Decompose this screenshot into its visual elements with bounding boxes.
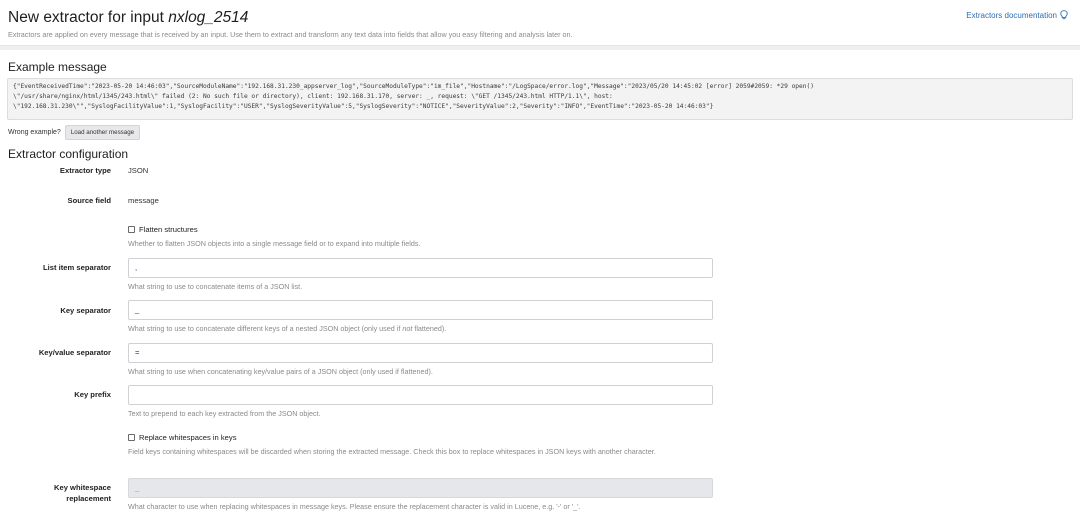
example-line: \"192.168.31.230\"","SyslogFacilityValue":1,"SyslogFacility":"USER","SyslogSeverityValue":5,"SyslogSeverity":"NOTICE","SeverityValue":2,"Severity":"INFO","EventTime":"2023-05-20 14:46:03"} [13,102,714,110]
key-value-separator-label: Key/value separator [38,348,111,357]
key-separator-help-text-end: flattened). [412,324,447,333]
example-line: {"EventReceivedTime":"2023-05-20 14:46:03","SourceModuleName":"192.168.31.230_appserver_log","SourceModuleType":"im_file","Hostname":"/LogSpace/error.log","Message":"2023/05/20 14:45:02 [error] 2059#2059: *29 open() [13,83,814,90]
list-item-separator-help: What string to use to concatenate items of a JSON list. [128,282,303,291]
key-separator-help-emphasis: not [402,324,413,333]
page-title [8,8,1072,27]
replace-whitespaces-row[interactable] [128,433,237,442]
extractor-type-label: Extractor type [59,166,111,175]
key-whitespace-replacement-help: What character to use when replacing whitespaces in message keys. Please ensure the replacement character is valid in Lucene, e.g. '-' or '_'. [128,502,581,511]
input-name: nxlog_2514 [168,9,249,26]
key-whitespace-replacement-input: _ [128,478,713,498]
example-message-box[interactable] [7,78,1073,120]
key-whitespace-replacement-label-line: Key whitespace [54,483,111,492]
key-separator-input[interactable]: _ [128,300,713,320]
key-value-separator-input[interactable]: = [128,343,713,363]
key-separator-help [128,324,728,334]
key-separator-label: Key separator [60,306,111,315]
wrong-example-label: Wrong example? [8,129,61,136]
extractor-type-value: JSON [128,166,149,175]
lightbulb-icon [1060,10,1068,20]
key-prefix-help: Text to prepend to each key extracted from the JSON object. [128,409,321,418]
flatten-structures-checkbox[interactable] [128,226,135,233]
load-another-message-button[interactable]: Load another message [65,125,140,140]
source-field-label: Source field [67,196,111,205]
page-subtitle: Extractors are applied on every message that is received by an input. Use them to extract and transform any text data into fields that allow you easy filtering and analysis later on. [8,30,573,39]
example-message-title: Example message [8,60,107,74]
flatten-structures-label: Flatten structures [139,225,198,234]
key-whitespace-replacement-label [0,482,111,504]
list-item-separator-input[interactable]: , [128,258,713,278]
key-whitespace-replacement-label-line: replacement [66,494,111,503]
wrong-example-row [8,125,140,140]
header-divider [0,46,1080,50]
key-prefix-label: Key prefix [74,390,111,399]
page-title-prefix: New extractor for input [8,9,164,26]
key-value-separator-help: What string to use when concatenating key/value pairs of a JSON object (only used if flattened). [128,367,433,376]
replace-whitespaces-checkbox[interactable] [128,434,135,441]
extractors-documentation-link[interactable] [966,10,1068,20]
key-separator-help-text: What string to use to concatenate different keys of a nested JSON object (only used if [128,324,403,333]
page-header [0,0,1080,46]
replace-whitespaces-help: Field keys containing whitespaces will be discarded when storing the extracted message. Check this box to replace whitespaces in JSON keys with another character. [128,447,656,456]
key-prefix-input[interactable] [128,385,713,405]
flatten-structures-row[interactable] [128,225,198,234]
docs-link-label: Extractors documentation [966,10,1057,20]
list-item-separator-label: List item separator [43,263,111,272]
extractor-configuration-title: Extractor configuration [8,147,129,161]
source-field-value: message [128,196,159,205]
flatten-structures-help: Whether to flatten JSON objects into a single message field or to expand into multiple fields. [128,239,421,248]
replace-whitespaces-label: Replace whitespaces in keys [139,433,237,442]
example-line: \"/usr/share/nginx/html/1345/243.html\" failed (2: No such file or directory), client: 192.168.31.170, server: _, request: \"GET /1345/243.html HTTP/1.1\", host: [13,92,613,100]
